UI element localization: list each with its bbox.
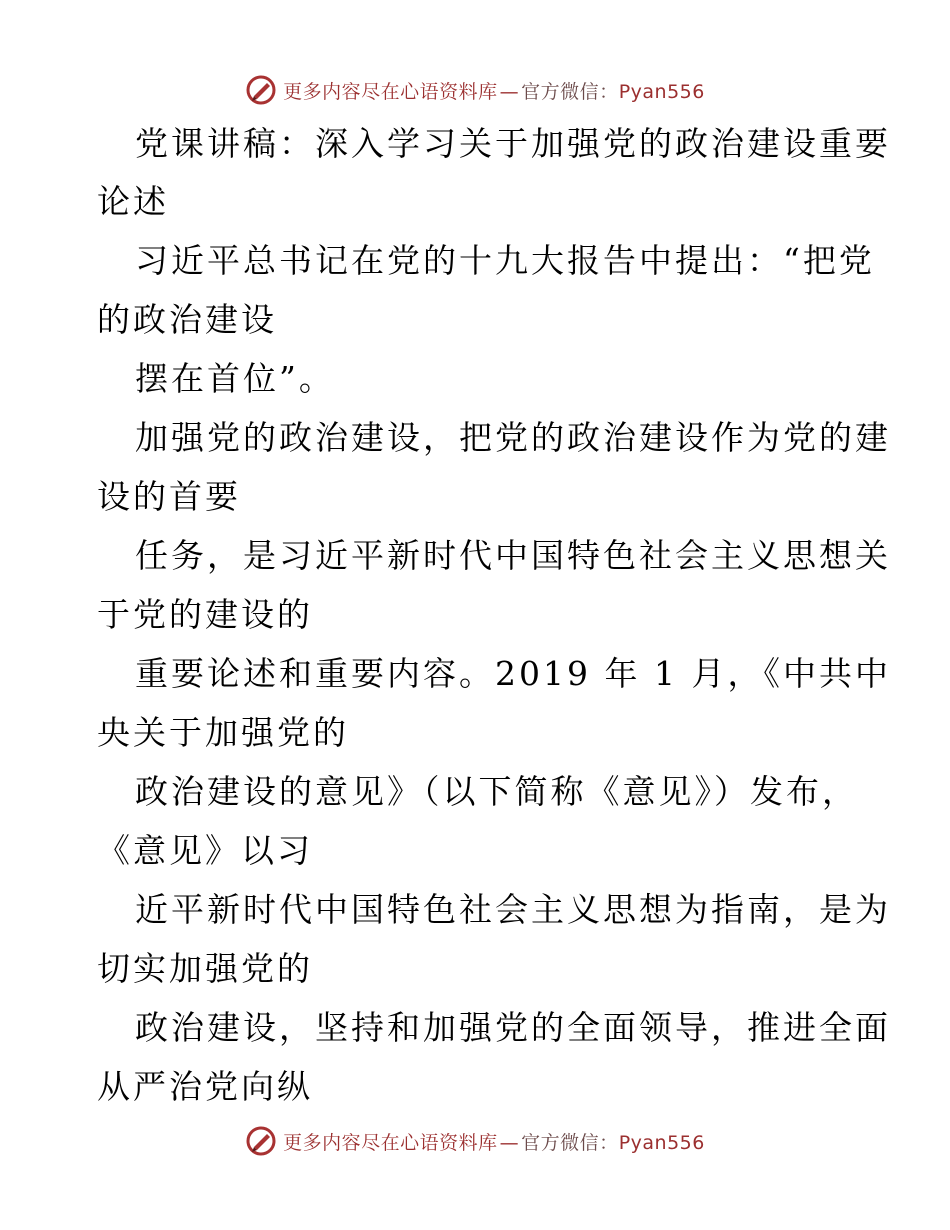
text-line: 从严治党向纵 (97, 1067, 313, 1106)
banner-separator: — (499, 80, 520, 103)
banner-separator: — (499, 1131, 520, 1154)
text-line: 习近平总书记在党的十九大报告中提出：“把党 (135, 241, 875, 280)
banner-wechat-id: Pyan556 (618, 80, 705, 103)
banner-main-text: 更多内容尽在心语资料库 (283, 80, 498, 103)
pen-logo-icon (245, 1125, 277, 1157)
footer-watermark-banner (0, 1123, 950, 1159)
banner-main-text: 更多内容尽在心语资料库 (283, 1131, 498, 1154)
text-line: 摆在首位”。 (135, 359, 335, 398)
text-line: 近平新时代中国特色社会主义思想为指南，是为 (135, 890, 891, 929)
text-line: 政治建设，坚持和加强党的全面领导，推进全面 (135, 1008, 891, 1047)
text-line: 《意见》以习 (97, 831, 313, 870)
text-line: 的政治建设 (97, 300, 277, 339)
text-line: 政治建设的意见》（以下简称《意见》）发布， (135, 772, 858, 811)
text-line: 党课讲稿：深入学习关于加强党的政治建设重要 (135, 124, 891, 163)
text-line: 切实加强党的 (97, 949, 313, 988)
text-line: 加强党的政治建设，把党的政治建设作为党的建 (135, 418, 891, 457)
header-watermark-banner (0, 72, 950, 108)
text-line: 重要论述和重要内容。2019 年 1 月，《中共中 (135, 654, 891, 693)
text-line: 任务，是习近平新时代中国特色社会主义思想关 (135, 536, 891, 575)
pen-logo-icon (245, 74, 277, 106)
text-line: 设的首要 (97, 477, 241, 516)
banner-official-label: 官方微信： (521, 1131, 619, 1154)
banner-official-label: 官方微信： (521, 80, 619, 103)
banner-wechat-id: Pyan556 (618, 1131, 705, 1154)
text-line: 央关于加强党的 (97, 713, 349, 752)
text-line: 于党的建设的 (97, 595, 313, 634)
text-line: 论述 (97, 182, 169, 221)
